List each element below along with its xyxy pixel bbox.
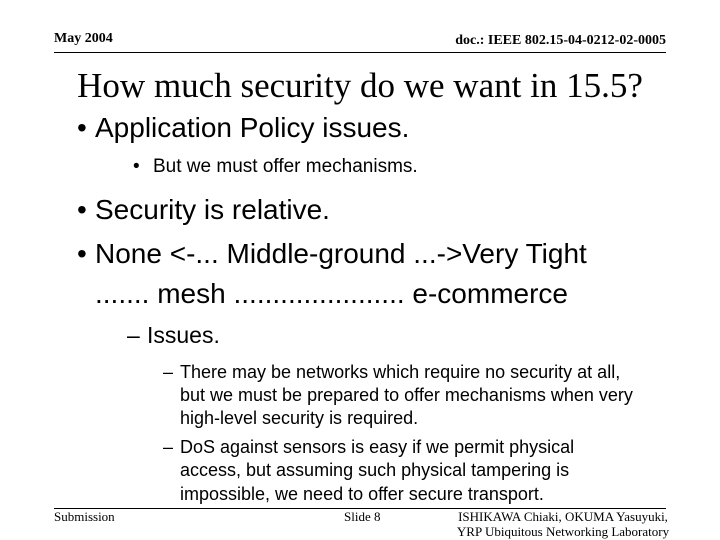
slide-title: How much security do we want in 15.5? — [77, 66, 643, 105]
bullet-dot-icon: • — [77, 238, 87, 269]
footer-authors-line1: ISHIKAWA Chiaki, OKUMA Yasuyuki, — [458, 509, 668, 524]
bullet-item-security-relative: Security is relative. — [95, 194, 330, 225]
sub-bullet-mechanisms: But we must offer mechanisms. — [153, 156, 418, 177]
issue-2-line3: impossible, we need to offer secure transport. — [180, 484, 544, 504]
header-divider — [54, 52, 666, 53]
header-doc-id: doc.: IEEE 802.15-04-0212-02-0005 — [455, 33, 666, 48]
bullet-item-spectrum-line1: None <-... Middle-ground ...->Very Tight — [95, 238, 587, 269]
issue-2-line2: access, but assuming such physical tampering is — [180, 460, 570, 480]
footer-authors — [445, 509, 681, 539]
dash-marker: – — [163, 437, 174, 457]
header-date: May 2004 — [54, 31, 113, 46]
dash-marker: – — [163, 362, 174, 382]
bullet-dot-icon: • — [77, 194, 87, 225]
bullet-dot-icon: • — [77, 112, 87, 143]
issue-2-line1: DoS against sensors is easy if we permit physical — [180, 437, 575, 457]
footer-authors-line2: YRP Ubiquitous Networking Laboratory — [456, 524, 670, 539]
footer-slide-number: Slide 8 — [344, 509, 381, 524]
footer-submission: Submission — [54, 509, 115, 524]
issue-1-line1: There may be networks which require no security at all, — [180, 362, 621, 382]
dash-marker: – — [127, 322, 140, 348]
bullet-dot-icon: • — [133, 156, 140, 177]
issue-1-line2: but we must be prepared to offer mechanisms when very — [180, 385, 633, 405]
bullet-item-spectrum-line2: ....... mesh ...................... e-commerce — [95, 278, 568, 309]
bullet-item-application-policy: Application Policy issues. — [95, 112, 410, 143]
issues-label: Issues. — [147, 322, 220, 348]
issue-1-line3: high-level security is required. — [180, 408, 419, 428]
